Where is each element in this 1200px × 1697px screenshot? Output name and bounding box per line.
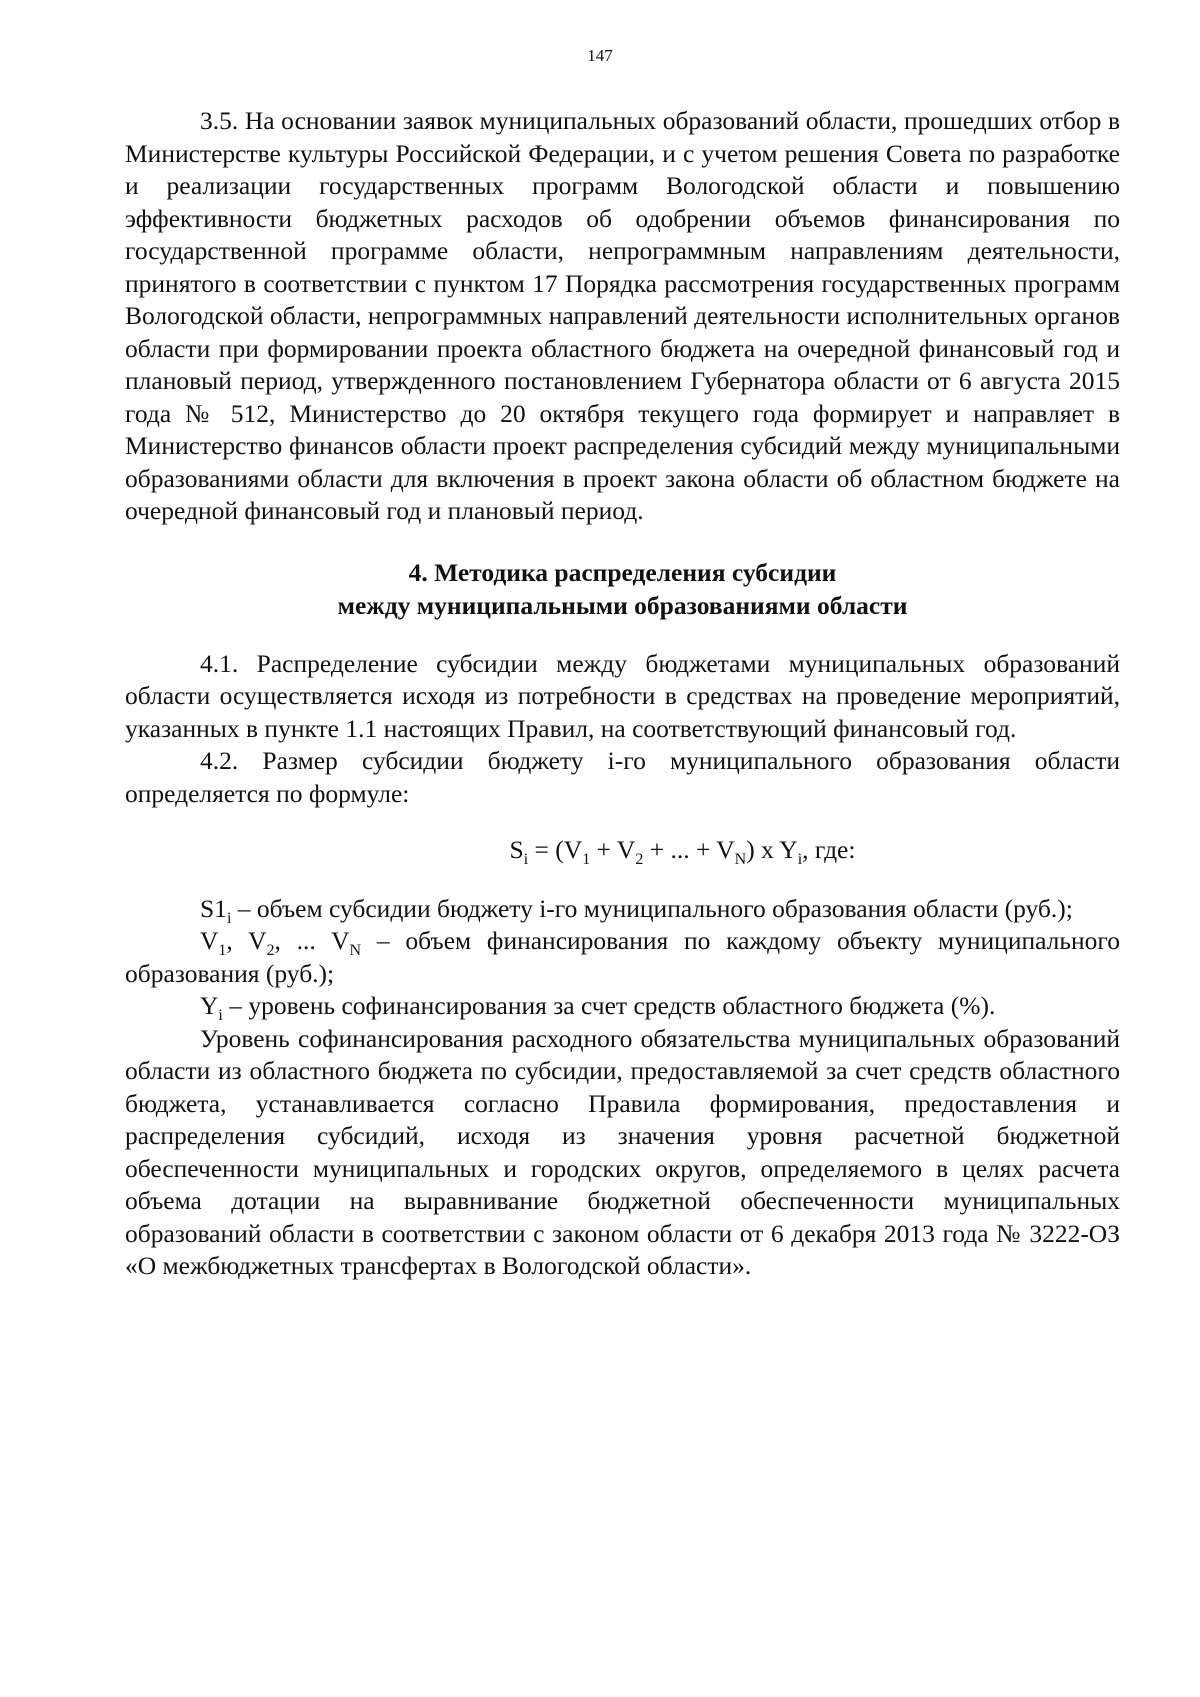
formula-s-sub: i — [523, 851, 529, 869]
subsidy-formula — [245, 834, 1120, 867]
formula-s: S — [509, 835, 524, 864]
paragraph-cofinancing-level: Уровень софинансирования расходного обязательства муниципальных образований области из областного бюджета по субсидии, предоставляемой за счет средств областного бюджета, устанавливается согласно Правила формирования, предоставления и распределения субсидий, исходя из значения уровня расчетной бюджетной обеспеченности муниципальных и городских округов, определяемого в целях расчета объема дотации на выравнивание бюджетной обеспеченности муниципальных образований области в соответствии с законом области от 6 декабря 2013 года № 3222-ОЗ «О межбюджетных трансфертах в Вологодской области». — [125, 1023, 1120, 1280]
def-vn-sub: N — [349, 942, 362, 960]
definition-v — [125, 925, 1120, 990]
formula-definitions — [125, 893, 1120, 1023]
formula-v2-sub: 2 — [635, 851, 644, 869]
def-s-text: – объем субсидии бюджету i-го муниципального образования области (руб.); — [231, 893, 1073, 923]
def-v-prefix: V — [200, 926, 219, 955]
section-4-heading — [125, 556, 1120, 622]
def-v1-sub: 1 — [218, 942, 227, 960]
def-s-prefix: S1 — [200, 893, 227, 923]
formula-plus-dots: + ... + V — [643, 835, 735, 864]
formula-v1-sub: 1 — [582, 851, 591, 869]
formula-y-sub: i — [797, 851, 803, 869]
def-y-text: – уровень софинансирования за счет средств областного бюджета (%). — [222, 991, 996, 1020]
page-number: 147 — [587, 46, 613, 65]
def-s-sub: i — [226, 909, 232, 927]
definition-y — [125, 990, 1120, 1023]
def-v-dots: , ... V — [274, 926, 350, 955]
document-body — [125, 105, 1120, 1283]
formula-eq: = (V — [528, 835, 583, 864]
formula-times: ) x Y — [746, 835, 798, 864]
section-4-title-line2: между муниципальными образованиями области — [337, 590, 908, 620]
def-y-sub: i — [218, 1007, 223, 1025]
def-y-prefix: Y — [200, 991, 219, 1020]
def-v-mid: , V — [226, 926, 267, 955]
formula-where: , где: — [802, 835, 856, 864]
paragraph-4-2: 4.2. Размер субсидии бюджету i-го муниципального образования области определяется по формуле: — [125, 746, 1120, 808]
paragraph-3-5: 3.5. На основании заявок муниципальных образований области, прошедших отбор в Министерстве культуры Российской Федерации, и с учетом решения Совета по разработке и реализации государственных программ Вологодской области и повышению эффективности бюджетных расходов об одобрении объемов финансирования по государственной программе области, непрограммным направлениям деятельности, принятого в соответствии с пунктом 17 Порядка рассмотрения государственных программ Вологодской области, непрограммных направлений деятельности исполнительных органов области при формировании проекта областного бюджета на очередной финансовый год и плановый период, утвержденного постановлением Губернатора области от 6 августа 2015 года № 512, Министерство до 20 октября текущего года формирует и направляет в Министерство финансов области проект распределения субсидий между муниципальными образованиями области для включения в проект закона области об областном бюджете на очередной финансовый год и плановый период. — [125, 106, 1120, 525]
formula-vn-sub: N — [734, 851, 747, 869]
section-4-title-line1: 4. Методика распределения субсидии — [408, 557, 837, 587]
paragraph-4-1: 4.1. Распределение субсидии между бюджетами муниципальных образований области осуществляется исходя из потребности в средствах на проведение мероприятий, указанных в пункте 1.1 настоящих Правил, на соответствующий финансовый год. — [125, 648, 1120, 743]
def-v-text: – объем финансирования по каждому объекту муниципального образования (руб.); — [125, 926, 1120, 988]
formula-plus1: + V — [590, 835, 636, 864]
definition-s — [125, 893, 1120, 926]
def-v2-sub: 2 — [266, 942, 275, 960]
